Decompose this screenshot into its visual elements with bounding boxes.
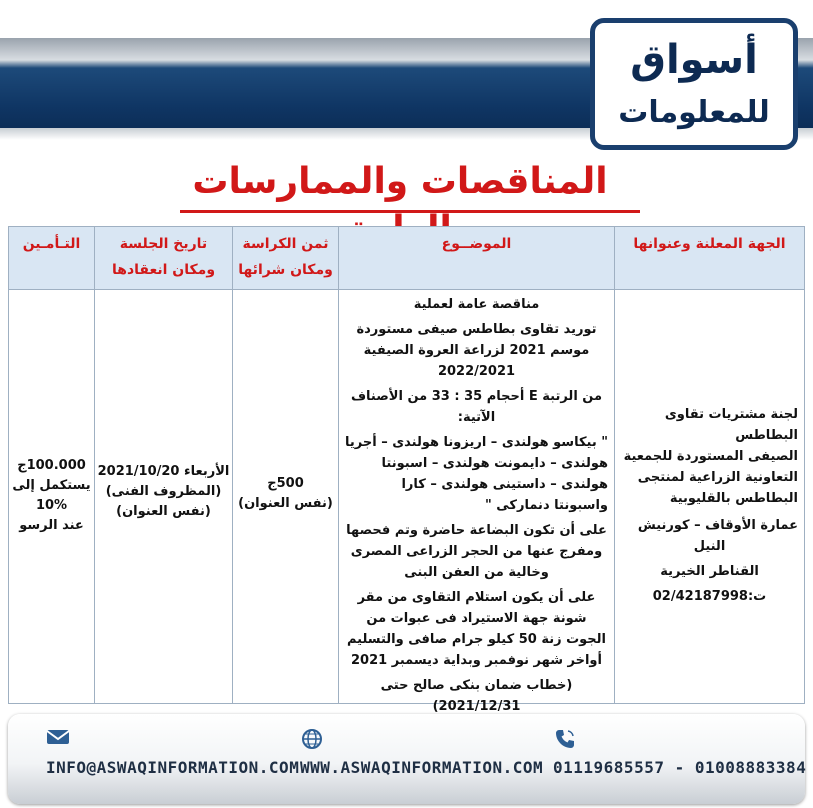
subject-paragraph: (خطاب ضمان بنكى صالح حتى 2021/12/31) (380, 678, 573, 714)
session-date: الأربعاء 2021/10/20 (97, 464, 230, 479)
tenders-table (8, 226, 805, 714)
authority-line: عمارة الأوقاف – كورنيش (637, 518, 798, 533)
header-insurance (9, 227, 95, 289)
logo-sub-text: للمعلومات (618, 95, 770, 130)
logo (590, 18, 798, 150)
authority-line: لجنة مشتريات تقاوى البطاطس (664, 407, 798, 443)
footer-phones[interactable]: 01119685557 - 01008883384 (553, 758, 807, 777)
cell-authority (615, 289, 804, 703)
header-date-line1: تاريخ الجلسة (119, 236, 208, 252)
subject-paragraph: على أن تكون البضاعة حاضرة وتم فحصها ومفرج عنها من الحجر الزراعى المصرى وخالية من العفن البنى (346, 523, 607, 580)
header-authority-label: الجهة المعلنة وعنوانها (633, 236, 786, 252)
header-date-line2: ومكان انعقادها (111, 262, 216, 278)
header-date (95, 227, 233, 289)
insurance-amount: 100.000ج (17, 458, 86, 473)
authority-line: القناطر الخيرية (660, 564, 759, 579)
globe-icon (300, 728, 324, 748)
mail-icon (46, 728, 70, 748)
header-price-line2: ومكان شرائها (238, 262, 333, 278)
envelope-type: (المظروف الفنى) (105, 484, 222, 499)
price-value: 500ج (267, 476, 304, 491)
header-subject-label: الموضــوع (441, 236, 512, 252)
header-insurance-label: التـأمـين (22, 236, 81, 252)
phone-icon (553, 728, 577, 748)
footer (8, 714, 805, 804)
insurance-line: يستكمل إلى (12, 478, 91, 493)
authority-block (621, 404, 798, 607)
subject-block (345, 294, 608, 721)
subject-paragraph: توريد تقاوى بطاطس صيفى مستوردة موسم 2021 لزراعة العروة الصيفية 2022/2021 (356, 322, 597, 379)
header-price (233, 227, 339, 289)
insurance-percent: 10% (35, 498, 68, 513)
title-underline (180, 210, 640, 213)
authority-line: البطاطس بالقليوبية (669, 491, 798, 506)
price-block (233, 474, 338, 514)
session-location: (نفس العنوان) (116, 504, 211, 519)
insurance-line: عند الرسو (19, 518, 84, 533)
header-subject (339, 227, 615, 289)
cell-price (233, 289, 339, 703)
date-block (95, 462, 232, 522)
price-location: (نفس العنوان) (238, 496, 333, 511)
cell-date (95, 289, 233, 703)
insurance-block (9, 456, 94, 536)
subject-paragraph: من الرتبة E أحجام 35 : 33 من الأصناف الآتية: (350, 389, 603, 425)
authority-line: النيل (693, 539, 726, 554)
footer-email[interactable]: INFO@ASWAQINFORMATION.COM (46, 758, 300, 777)
page-title: المناقصات والممارسات (192, 161, 608, 202)
header-price-line1: ثمن الكراسة (242, 236, 329, 252)
subject-paragraph: " بيكاسو هولندى – اريزونا هولندى – أجريا هولندى – دايمونت هولندى – اسبونتا هولندى – داستينى هولندى – كارا واسبونتا دنماركى " (345, 435, 608, 513)
authority-phone: ت:02/42187998 (652, 589, 767, 604)
cell-insurance (9, 289, 95, 703)
header-authority (615, 227, 804, 289)
footer-website[interactable]: WWW.ASWAQINFORMATION.COM (300, 758, 544, 777)
authority-line: الصيفى المستوردة للجمعية (623, 449, 798, 464)
subject-paragraph: مناقصة عامة لعملية (413, 297, 540, 312)
subject-paragraph: على أن يكون استلام التقاوى من مقر شونة جهة الاستيراد فى عبوات من الجوت زنة 50 كيلو جرام صافى والتسليم أواخر شهر نوفمبر وبداية ديسمبر 2021 (346, 590, 607, 668)
authority-line: التعاونية الزراعية لمنتجى (637, 470, 798, 485)
logo-main-text: أسواق (630, 37, 758, 83)
cell-subject (339, 289, 615, 714)
